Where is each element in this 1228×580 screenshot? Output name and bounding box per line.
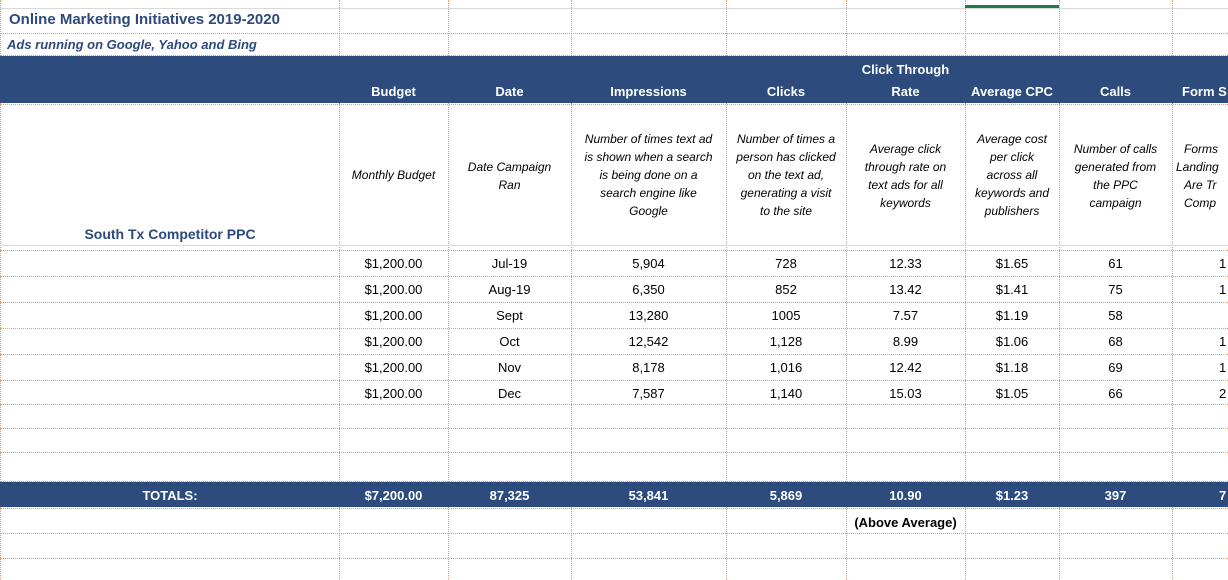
header-ctr-line1[interactable]: Click Through <box>861 62 950 77</box>
ctr-note[interactable]: (Above Average) <box>854 515 957 530</box>
cell-ctr[interactable]: 7.57 <box>892 308 919 323</box>
total-form-submissions[interactable]: 7 <box>1219 488 1227 503</box>
cell-avg-cpc[interactable]: $1.41 <box>995 282 1029 297</box>
cell-clicks[interactable]: 852 <box>775 282 797 297</box>
cell-avg-cpc[interactable]: $1.06 <box>995 334 1029 349</box>
cell-impressions[interactable]: 13,280 <box>628 308 669 323</box>
header-clicks[interactable]: Clicks <box>766 84 806 99</box>
total-ctr[interactable]: 10.90 <box>889 488 922 503</box>
cell-budget[interactable]: $1,200.00 <box>364 386 423 401</box>
cell-impressions[interactable]: 12,542 <box>628 334 669 349</box>
cell-clicks[interactable]: 1,140 <box>769 386 803 401</box>
header-budget[interactable]: Budget <box>371 84 416 99</box>
cell-ctr[interactable]: 15.03 <box>889 386 922 401</box>
cell-clicks[interactable]: 728 <box>775 256 797 271</box>
desc-avg-cpc[interactable]: Average cost per click across all keywords and publishers <box>974 132 1050 218</box>
total-calls[interactable]: 397 <box>1104 488 1127 503</box>
cell-form-submissions[interactable]: 1 <box>1219 256 1227 271</box>
cell-date[interactable]: Dec <box>497 386 522 401</box>
cell-ctr[interactable]: 12.33 <box>889 256 922 271</box>
cell-calls[interactable]: 58 <box>1108 308 1123 323</box>
cell-ctr[interactable]: 8.99 <box>892 334 919 349</box>
total-budget[interactable]: $7,200.00 <box>364 488 423 503</box>
desc-form-submissions[interactable]: Forms Landing Are Tr Comp <box>1176 142 1219 210</box>
desc-impressions[interactable]: Number of times text ad is shown when a search is being done on a search engine like Google <box>584 132 713 218</box>
cell-calls[interactable]: 66 <box>1108 386 1123 401</box>
cell-avg-cpc[interactable]: $1.65 <box>995 256 1029 271</box>
cell-ctr[interactable]: 12.42 <box>889 360 922 375</box>
header-date[interactable]: Date <box>495 84 524 99</box>
cell-form-submissions[interactable]: 2 <box>1219 386 1227 401</box>
cell-impressions[interactable]: 6,350 <box>632 282 665 297</box>
total-clicks-col3[interactable]: 53,841 <box>628 488 669 503</box>
cell-avg-cpc[interactable]: $1.19 <box>995 308 1029 323</box>
header-form-submissions[interactable]: Form S <box>1182 84 1227 99</box>
cell-clicks[interactable]: 1,128 <box>769 334 803 349</box>
cell-budget[interactable]: $1,200.00 <box>364 256 423 271</box>
totals-label[interactable]: TOTALS: <box>142 488 198 503</box>
total-impressions-col2[interactable]: 87,325 <box>489 488 530 503</box>
cell-calls[interactable]: 68 <box>1108 334 1123 349</box>
sheet-title[interactable]: Online Marketing Initiatives 2019-2020 <box>9 11 280 28</box>
desc-budget[interactable]: Monthly Budget <box>351 168 436 182</box>
cell-calls[interactable]: 75 <box>1108 282 1123 297</box>
header-calls[interactable]: Calls <box>1099 84 1132 99</box>
cell-budget[interactable]: $1,200.00 <box>364 308 423 323</box>
cell-impressions[interactable]: 5,904 <box>632 256 665 271</box>
cell-date[interactable]: Oct <box>499 334 520 349</box>
cell-ctr[interactable]: 13.42 <box>889 282 922 297</box>
header-ctr-line2[interactable]: Rate <box>891 84 920 99</box>
sheet-subtitle[interactable]: Ads running on Google, Yahoo and Bing <box>7 37 257 52</box>
cell-date[interactable]: Aug-19 <box>488 282 531 297</box>
cell-avg-cpc[interactable]: $1.18 <box>995 360 1029 375</box>
desc-date[interactable]: Date Campaign Ran <box>467 160 552 192</box>
cell-date[interactable]: Nov <box>497 360 522 375</box>
campaign-name[interactable]: South Tx Competitor PPC <box>84 226 256 242</box>
header-avg-cpc[interactable]: Average CPC <box>971 84 1053 99</box>
desc-clicks[interactable]: Number of times a person has clicked on the text ad, generating a visit to the site <box>736 132 836 218</box>
cell-clicks[interactable]: 1005 <box>771 308 801 323</box>
desc-calls[interactable]: Number of calls generated from the PPC campaign <box>1073 142 1158 210</box>
cell-avg-cpc[interactable]: $1.05 <box>995 386 1029 401</box>
active-cell-indicator <box>965 5 1059 8</box>
cell-calls[interactable]: 61 <box>1108 256 1123 271</box>
cell-date[interactable]: Jul-19 <box>491 256 528 271</box>
cell-impressions[interactable]: 8,178 <box>632 360 665 375</box>
cell-calls[interactable]: 69 <box>1108 360 1123 375</box>
cell-budget[interactable]: $1,200.00 <box>364 360 423 375</box>
cell-budget[interactable]: $1,200.00 <box>364 334 423 349</box>
cell-date[interactable]: Sept <box>496 308 523 323</box>
header-impressions[interactable]: Impressions <box>610 84 687 99</box>
desc-ctr[interactable]: Average click through rate on text ads for all keywords <box>864 142 947 210</box>
cell-impressions[interactable]: 7,587 <box>632 386 665 401</box>
total-col4[interactable]: 5,869 <box>769 488 803 503</box>
cell-form-submissions[interactable]: 1 <box>1219 334 1227 349</box>
total-avg-cpc[interactable]: $1.23 <box>995 488 1029 503</box>
cell-budget[interactable]: $1,200.00 <box>364 282 423 297</box>
cell-form-submissions[interactable]: 1 <box>1219 360 1227 375</box>
cell-clicks[interactable]: 1,016 <box>769 360 803 375</box>
cell-form-submissions[interactable]: 1 <box>1219 282 1227 297</box>
